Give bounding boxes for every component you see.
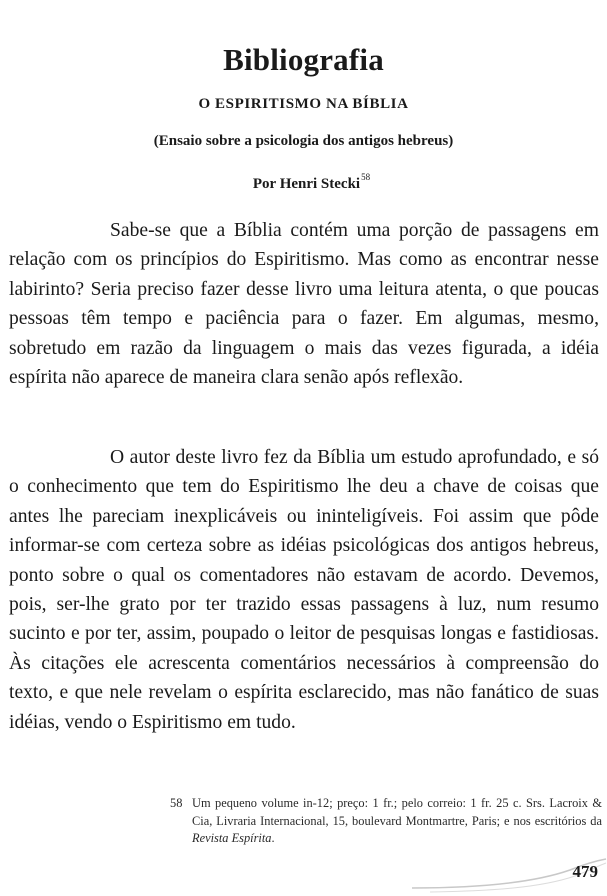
footnote-body: Um pequeno volume in-12; preço: 1 fr.; pelo correio: 1 fr. 25 c. Srs. Lacroix & Cia, Livraria Internacional, 15, boulevard Montmartre, Paris; e nos escritórios da: [192, 796, 602, 828]
author-name: Por Henri Stecki: [252, 176, 361, 192]
page-number: 479: [572, 862, 598, 881]
paragraph-1: [9, 216, 599, 392]
footnote-reference[interactable]: 58: [361, 172, 371, 182]
footnote-end: .: [271, 831, 275, 846]
paragraph-2: [9, 443, 599, 737]
footnote: [170, 795, 602, 848]
book-title: O ESPIRITISMO NA BÍBLIA: [198, 96, 409, 112]
book-subtitle: (Ensaio sobre a psicologia dos antigos hebreus): [153, 133, 454, 149]
author-line: [8, 172, 607, 193]
paragraph-1-text: Sabe-se que a Bíblia contém uma porção de passagens em relação com os princípios do Espiritismo. Mas como as encontrar nesse labirinto? Seria preciso fazer desse livro uma leitura atenta, o que poucas pessoas têm tempo e paciência para o fazer. Em algumas, mesmo, sobretudo em razão da linguagem o mais das vezes figurada, a idéia espírita não aparece de maneira clara senão após reflexão.: [9, 220, 599, 389]
footnote-italic-title: Revista Espírita: [192, 831, 272, 846]
footnote-text: [192, 795, 602, 848]
paragraph-2-text: O autor deste livro fez da Bíblia um estudo aprofundado, e só o conhecimento que tem do Espiritismo lhe deu a chave de coisas que antes lhe pareciam inexplicáveis ou ininteligíveis. Foi assim que pôde informar-se com certeza sobre as idéias psicológicas dos antigos hebreus, ponto sobre o qual os comentadores não estavam de acordo. Devemos, pois, ser-lhe grato por ter trazido essas passagens à luz, num resumo sucinto e por ter, assim, poupado o leitor de pesquisas longas e fastidiosas. Às citações ele acrescenta comentários necessários à compreensão do texto, e que nele revelam o espírita esclarecido, mas não fanático de suas idéias, vendo o Espiritismo em tudo.: [9, 447, 599, 733]
page-title: Bibliografia: [223, 42, 384, 77]
footnote-number: 58: [170, 796, 183, 810]
